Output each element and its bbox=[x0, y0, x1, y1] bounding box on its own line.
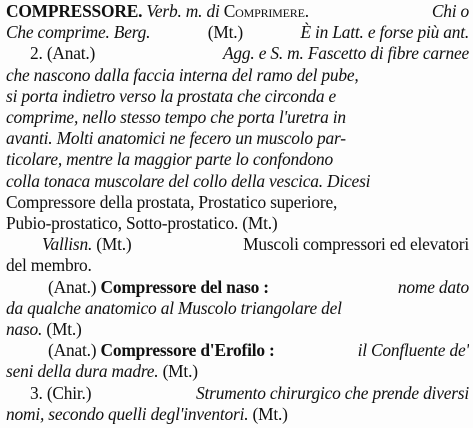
erofilo-text: il Confluente de' bbox=[357, 340, 469, 361]
source-mt: (Mt.) bbox=[252, 403, 288, 424]
sense-2-line-5: avanti. Molti anatomici ne fecero un muscolo par- bbox=[6, 128, 346, 149]
naso-term: Compressore del naso : bbox=[100, 276, 269, 297]
etymology-note: È in Latt. e forse più ant. bbox=[300, 22, 469, 43]
naso-line-2: da qualche anatomico al Muscolo triangolare del bbox=[6, 297, 342, 318]
author-citation: Vallisn. bbox=[42, 234, 93, 255]
preposition-di: di bbox=[206, 1, 220, 21]
entry-line-2 bbox=[6, 22, 469, 43]
sense-2-line-8: Compressore della prostata, Prostatico superiore, bbox=[6, 191, 338, 212]
sense-2-line-6: ticolare, mentre la maggior parte lo confondono bbox=[6, 149, 333, 170]
line-1-tail: Chi o bbox=[431, 1, 469, 21]
sense-number: 2. bbox=[30, 43, 43, 64]
entry-line-1 bbox=[6, 1, 469, 22]
sense-2-synonyms: Pubio-prostatico, Sotto-prostatico. bbox=[6, 213, 239, 233]
sense-3-text: Strumento chirurgico che prende diversi bbox=[196, 382, 469, 403]
sense-number: 3. bbox=[30, 382, 43, 403]
sense-label: (Chir.) bbox=[46, 382, 92, 403]
erofilo-text-2: seni della dura madre. bbox=[6, 361, 159, 382]
sense-3-line-1 bbox=[30, 383, 469, 404]
sense-3-text-2: nomi, secondo quelli degl'inventori. bbox=[6, 403, 249, 424]
sense-2-text: Agg. e S. m. Fascetto di fibre carnee bbox=[223, 43, 469, 64]
naso-text: nome dato bbox=[397, 276, 469, 297]
erofilo-line-1 bbox=[48, 340, 469, 361]
erofilo-label: (Anat.) bbox=[48, 340, 97, 361]
vallisn-text: Muscoli compressori ed elevatori bbox=[243, 234, 469, 255]
sense-2-line-3: si porta indietro verso la prostata che circonda e bbox=[6, 85, 337, 106]
source-mt: (Mt.) bbox=[242, 213, 278, 233]
vallisn-line-2: del membro. bbox=[6, 255, 92, 276]
source-mt: (Mt.) bbox=[162, 361, 198, 382]
definition-italic: Che comprime. Berg. bbox=[6, 22, 151, 43]
sense-2-line-7: colla tonaca muscolare del collo della vescica. Dicesi bbox=[6, 170, 371, 191]
erofilo-term: Compressore d'Erofilo : bbox=[100, 340, 275, 361]
naso-label: (Anat.) bbox=[48, 276, 97, 297]
sense-2-line-1 bbox=[30, 43, 469, 64]
source-mt: (Mt.) bbox=[207, 22, 244, 43]
sense-3-line-2 bbox=[6, 404, 469, 425]
sense-2-line-9 bbox=[6, 213, 469, 234]
erofilo-line-2 bbox=[6, 361, 469, 382]
naso-word: naso. bbox=[6, 319, 43, 339]
sense-2-line-2: che nascono dalla faccia interna del ramo del pube, bbox=[6, 64, 359, 85]
sense-2-line-4: comprime, nello stesso tempo che porta l'uretra in bbox=[6, 107, 346, 127]
source-mt: (Mt.) bbox=[46, 319, 82, 339]
grammar-label: Verb. m. bbox=[146, 1, 203, 21]
base-word: Comprimere. bbox=[223, 1, 309, 21]
source-mt: (Mt.) bbox=[96, 234, 132, 255]
sense-label: (Anat.) bbox=[46, 43, 96, 64]
naso-line-1 bbox=[48, 277, 469, 298]
headword: COMPRESSORE. bbox=[6, 1, 143, 21]
naso-line-3 bbox=[6, 319, 469, 340]
vallisn-line-1 bbox=[42, 234, 469, 255]
